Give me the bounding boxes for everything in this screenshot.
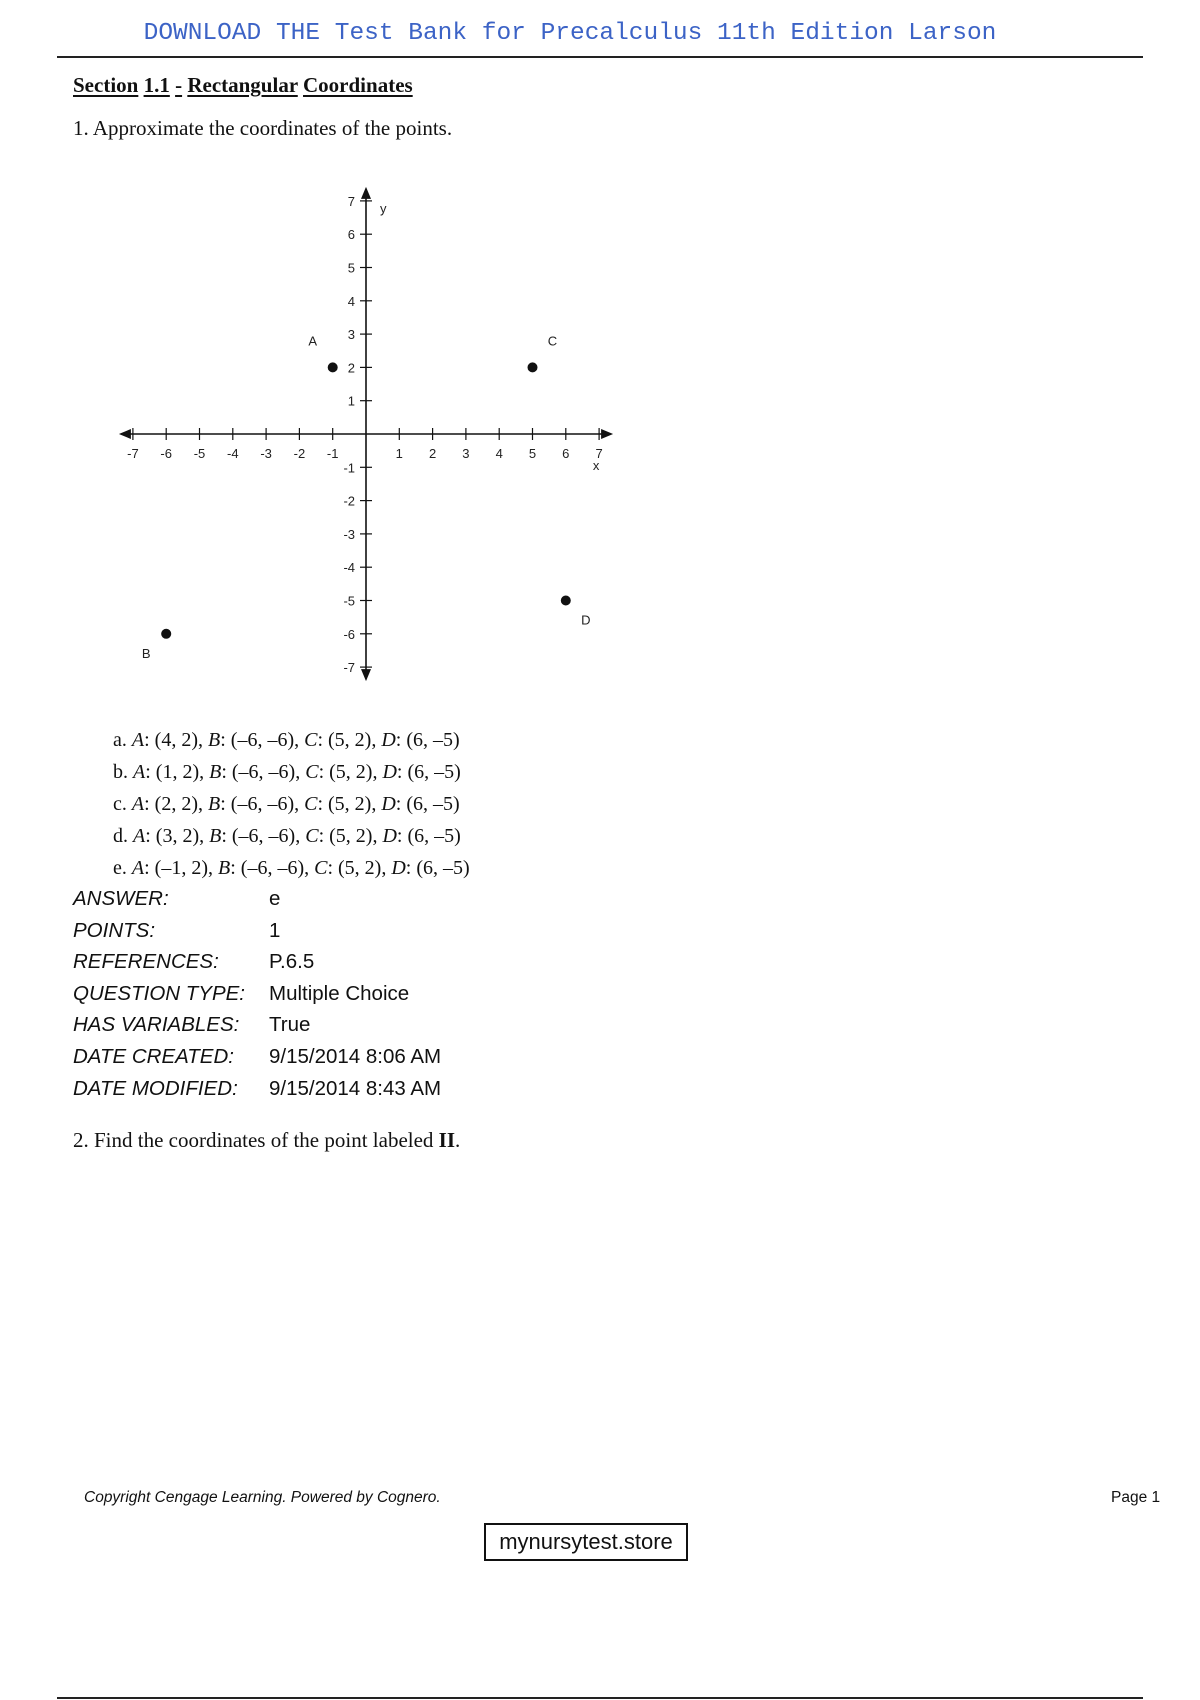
point-a-coords: (4, 2) xyxy=(154,729,198,751)
point-name: D xyxy=(381,793,396,815)
data-point xyxy=(528,362,538,372)
point-name: C xyxy=(304,729,318,751)
point-name: B xyxy=(208,729,221,751)
answer-choice[interactable]: c. A: (2, 2), B: (–6, –6), C: (5, 2), D: (6, –5) xyxy=(113,793,460,815)
x-tick-label: -6 xyxy=(160,446,172,461)
point-name: A xyxy=(131,857,145,879)
question-metadata xyxy=(73,883,441,1104)
y-tick-label: -1 xyxy=(343,460,355,476)
y-tick-label: 1 xyxy=(347,393,355,409)
point-name: C xyxy=(305,761,319,783)
coordinate-plane-chart xyxy=(110,180,630,690)
x-tick-label: -2 xyxy=(293,446,306,461)
meta-row xyxy=(73,1073,441,1105)
choice-letter: d. xyxy=(113,825,128,847)
point-b-coords: (–6, –6) xyxy=(230,729,295,751)
colon: : xyxy=(221,825,227,847)
meta-label: HAS VARIABLES: xyxy=(73,1013,240,1037)
meta-row xyxy=(73,883,441,915)
point-name: D xyxy=(382,761,397,783)
answer-choice[interactable]: a. A: (4, 2), B: (–6, –6), C: (5, 2), D: (6, –5) xyxy=(113,729,460,751)
data-point xyxy=(328,362,338,372)
colon: : xyxy=(396,825,403,847)
x-tick-label: 4 xyxy=(495,446,503,461)
point-a-coords: (1, 2) xyxy=(155,761,200,783)
data-point-label: B xyxy=(141,645,151,661)
point-name: D xyxy=(382,825,397,847)
point-c-coords: (5, 2) xyxy=(338,857,382,879)
meta-label: POINTS: xyxy=(73,918,156,942)
section-title xyxy=(73,73,413,98)
point-d-coords: (6, –5) xyxy=(407,761,461,783)
meta-value: True xyxy=(269,1013,311,1037)
choice-letter: b. xyxy=(113,761,128,783)
answer-choice[interactable]: d. A: (3, 2), B: (–6, –6), C: (5, 2), D: (6, –5) xyxy=(113,825,461,847)
point-d-coords: (6, –5) xyxy=(407,825,461,847)
data-point xyxy=(161,629,171,639)
point-c-coords: (5, 2) xyxy=(328,793,372,815)
colon: : xyxy=(395,793,402,815)
point-name: A xyxy=(133,825,146,847)
y-tick-label: -7 xyxy=(343,660,355,676)
y-axis-label: y xyxy=(380,200,387,216)
point-name: A xyxy=(133,761,146,783)
section-dash: - xyxy=(175,73,183,97)
meta-value: P.6.5 xyxy=(269,950,315,974)
footer-copyright: Copyright Cengage Learning. Powered by Cognero. xyxy=(84,1489,441,1506)
x-axis-right-arrow xyxy=(601,429,613,439)
section-topic-word1: Rectangular xyxy=(187,73,298,97)
question-2-text xyxy=(73,1128,460,1153)
x-tick-label: -5 xyxy=(193,446,206,461)
x-tick-label: 1 xyxy=(395,446,403,461)
colon: : xyxy=(317,729,324,751)
meta-row xyxy=(73,915,441,947)
colon: : xyxy=(327,857,334,879)
colon: : xyxy=(221,761,227,783)
meta-label: DATE MODIFIED: xyxy=(73,1076,238,1100)
question-2-suffix: . xyxy=(455,1128,461,1152)
colon: : xyxy=(145,825,151,847)
y-axis-up-arrow xyxy=(361,187,371,199)
colon: : xyxy=(220,729,226,751)
y-tick-label: -6 xyxy=(343,626,355,642)
meta-label: REFERENCES: xyxy=(73,950,219,974)
colon: : xyxy=(396,761,403,783)
choice-letter: e. xyxy=(113,857,127,879)
meta-row xyxy=(73,978,441,1010)
x-tick-label: -7 xyxy=(127,446,139,461)
x-tick-label: -4 xyxy=(227,446,239,461)
y-tick-label: 2 xyxy=(347,360,355,376)
meta-row xyxy=(73,1041,441,1073)
section-topic-word2: Coordinates xyxy=(303,73,413,97)
y-tick-label: 4 xyxy=(347,293,355,309)
section-word: Section xyxy=(73,73,139,97)
point-b-coords: (–6, –6) xyxy=(240,857,305,879)
y-tick-label: 3 xyxy=(347,327,355,343)
question-2-prefix: 2. Find the coordinates of the point labeled xyxy=(73,1128,439,1152)
colon: : xyxy=(145,761,151,783)
point-a-coords: (3, 2) xyxy=(155,825,200,847)
point-name: B xyxy=(209,825,222,847)
meta-label: QUESTION TYPE: xyxy=(73,981,245,1005)
meta-row xyxy=(73,1009,441,1041)
point-name: A xyxy=(131,793,145,815)
point-name: C xyxy=(314,857,328,879)
meta-value: 9/15/2014 8:06 AM xyxy=(269,1044,442,1068)
meta-label: ANSWER: xyxy=(73,887,169,910)
point-name: A xyxy=(131,729,145,751)
colon: : xyxy=(144,793,150,815)
choice-letter: c. xyxy=(113,793,127,815)
answer-choice[interactable]: e. A: (–1, 2), B: (–6, –6), C: (5, 2), D: (6, –5) xyxy=(113,857,470,879)
x-tick-label: 7 xyxy=(595,446,603,461)
point-a-coords: (–1, 2) xyxy=(154,857,208,879)
point-a-coords: (2, 2) xyxy=(154,793,198,815)
point-b-coords: (–6, –6) xyxy=(231,825,296,847)
meta-value: Multiple Choice xyxy=(269,981,410,1005)
data-point-label: C xyxy=(547,333,558,349)
colon: : xyxy=(230,857,236,879)
y-tick-label: 7 xyxy=(347,193,355,209)
point-name: D xyxy=(381,729,396,751)
data-point xyxy=(561,596,571,606)
point-b-coords: (–6, –6) xyxy=(230,793,295,815)
x-tick-label: -3 xyxy=(260,446,272,461)
point-name: D xyxy=(391,857,406,879)
point-c-coords: (5, 2) xyxy=(329,825,373,847)
point-d-coords: (6, –5) xyxy=(406,729,460,751)
header-rule xyxy=(57,56,1143,58)
point-d-coords: (6, –5) xyxy=(416,857,470,879)
answer-choices xyxy=(113,724,470,884)
x-tick-label: 5 xyxy=(528,446,537,461)
data-point-label: D xyxy=(581,612,591,628)
x-tick-label: 3 xyxy=(462,446,470,461)
y-tick-label: -5 xyxy=(343,593,355,609)
point-b-coords: (–6, –6) xyxy=(231,761,296,783)
x-axis-label: x xyxy=(592,458,600,473)
colon: : xyxy=(405,857,412,879)
meta-label: DATE CREATED: xyxy=(73,1044,234,1068)
meta-row xyxy=(73,946,441,978)
x-axis-left-arrow xyxy=(119,429,131,439)
point-name: B xyxy=(209,761,222,783)
x-tick-label: 6 xyxy=(562,446,570,461)
y-tick-label: 5 xyxy=(347,260,355,276)
answer-choice[interactable]: b. A: (1, 2), B: (–6, –6), C: (5, 2), D: (6, –5) xyxy=(113,761,461,783)
point-name: C xyxy=(304,793,318,815)
point-d-coords: (6, –5) xyxy=(406,793,460,815)
y-tick-label: -2 xyxy=(343,493,355,509)
question-2-point-label: II xyxy=(438,1128,456,1152)
y-axis-down-arrow xyxy=(361,669,371,681)
point-c-coords: (5, 2) xyxy=(328,729,372,751)
question-1-text: 1. Approximate the coordinates of the points. xyxy=(73,116,453,140)
y-tick-label: -4 xyxy=(343,560,355,576)
colon: : xyxy=(144,729,150,751)
point-name: C xyxy=(305,825,319,847)
colon: : xyxy=(317,793,324,815)
site-link[interactable]: mynursytest.store xyxy=(484,1523,688,1561)
colon: : xyxy=(318,825,325,847)
point-c-coords: (5, 2) xyxy=(329,761,373,783)
header-banner: DOWNLOAD THE Test Bank for Precalculus 11th Edition Larson xyxy=(143,20,997,47)
colon: : xyxy=(395,729,402,751)
x-tick-label: 2 xyxy=(428,446,437,461)
y-tick-label: -3 xyxy=(343,526,355,542)
bottom-rule xyxy=(57,1697,1143,1699)
footer-page-number: Page 1 xyxy=(1111,1489,1161,1506)
point-name: B xyxy=(218,857,231,879)
meta-value: 9/15/2014 8:43 AM xyxy=(269,1076,442,1100)
point-name: B xyxy=(208,793,221,815)
data-point-label: A xyxy=(308,333,318,349)
x-tick-label: -1 xyxy=(326,446,339,461)
y-tick-label: 6 xyxy=(347,227,355,243)
colon: : xyxy=(318,761,325,783)
choice-letter: a. xyxy=(113,729,127,751)
meta-value: e xyxy=(269,887,281,910)
section-number: 1.1 xyxy=(143,73,170,97)
meta-value: 1 xyxy=(269,918,281,942)
colon: : xyxy=(144,857,150,879)
colon: : xyxy=(220,793,226,815)
